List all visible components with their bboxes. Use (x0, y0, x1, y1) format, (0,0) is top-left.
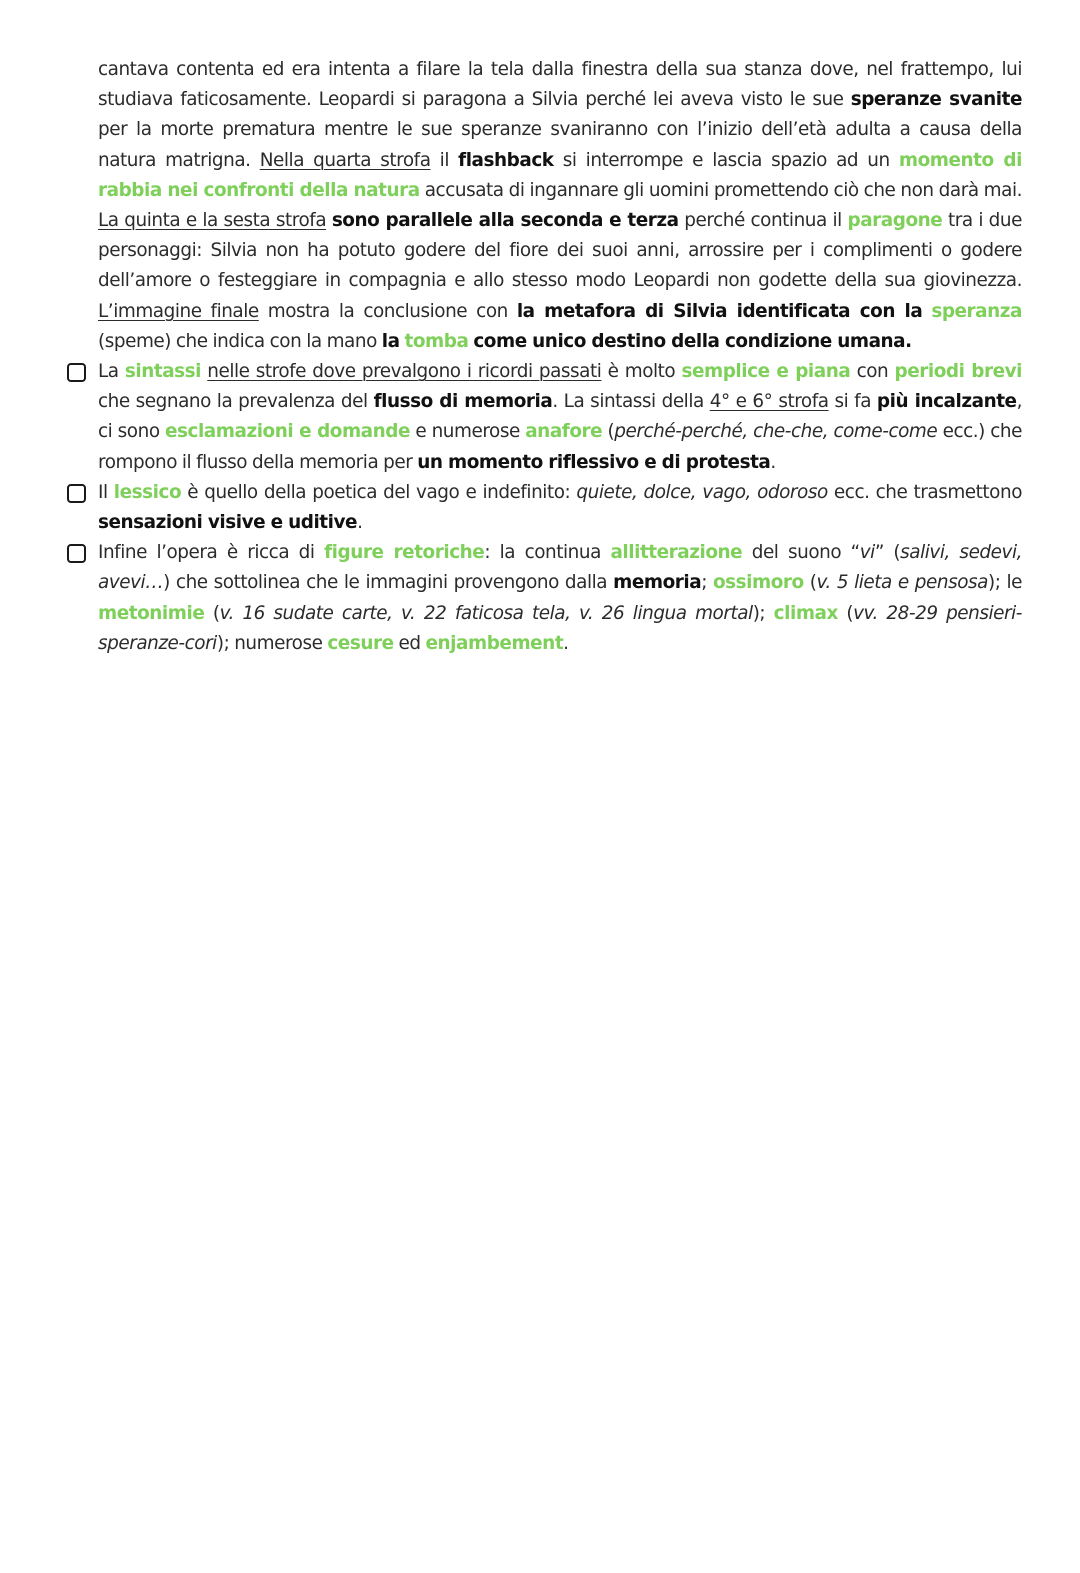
highlight-text: cesure (327, 632, 394, 654)
text-run: per la morte prematura mentre le sue speranze svaniranno con l’inizio dell’età adulta a causa della natura matrigna. (98, 119, 1022, 171)
highlight-text: climax (773, 602, 838, 624)
text-run: ); numerose (216, 632, 328, 654)
highlight-text: esclamazioni e domande (164, 421, 411, 443)
text-run: ecc.) che rompono il flusso della memoria per (98, 421, 1022, 473)
text-run: . (770, 451, 776, 473)
highlight-text: sintassi (124, 361, 202, 383)
text-run: che segnano la prevalenza del (98, 391, 374, 413)
checkbox-icon[interactable] (67, 484, 86, 503)
text-run: è quello della poetica del vago e indefinito: (181, 481, 577, 503)
text-run: La (98, 361, 125, 383)
checklist-item-figure-retoriche (98, 538, 1022, 659)
text-run: tra i due personaggi: Silvia non ha potuto godere del fiore dei suoi anni, arrossire per i complimenti o godere dell’amore o festeggiare in compagnia e allo stesso modo Leopardi non godette della sua giovinezza. (98, 210, 1022, 292)
bold-text: più incalzante (876, 391, 1017, 413)
text-run: (speme) che indica con la mano (98, 330, 382, 352)
text-run: ( (204, 602, 220, 624)
italic-text: vv. 28-29 pensieri-speranze-cori (98, 602, 1022, 654)
text-run: ; (701, 572, 713, 594)
text-run: . (563, 632, 569, 654)
text-run: ed (393, 632, 426, 654)
text-run: Il (98, 481, 114, 503)
text-run: cantava contenta ed era intenta a filare la tela dalla finestra della sua stanza dove, nel frattempo, lui studiava faticosamente. Leopardi si paragona a Silvia perché lei aveva visto le sue (98, 59, 1022, 111)
document-body (98, 55, 1022, 659)
italic-text: v. 5 lieta e pensosa (816, 572, 988, 594)
intro-paragraph (98, 55, 1022, 357)
checkbox-icon[interactable] (67, 363, 86, 382)
bold-text: sensazioni visive e uditive (98, 512, 358, 534)
bold-text: flusso di memoria (373, 391, 553, 413)
highlight-text: metonimie (98, 602, 205, 624)
text-run: ( (837, 602, 854, 624)
text-run: è molto (601, 361, 682, 383)
text-run: ); le (987, 572, 1022, 594)
highlight-text: anafore (525, 421, 603, 443)
text-run: , ci sono (98, 391, 1022, 443)
italic-text: quiete, dolce, vago, odoroso (576, 481, 828, 503)
bold-text: un momento riflessivo e di protesta (417, 451, 771, 473)
highlight-text: enjambement (425, 632, 564, 654)
text-run: si interrompe e lascia spazio ad un (553, 149, 899, 171)
text-run: ” ( (874, 542, 901, 564)
checklist-item-sintassi (98, 357, 1022, 478)
text-run: accusata di ingannare gli uomini promettendo ciò che non darà mai. (419, 179, 1022, 201)
highlight-text: tomba (404, 330, 469, 352)
bold-text: memoria (613, 572, 702, 594)
highlight-text: semplice e piana (681, 361, 851, 383)
checkbox-icon[interactable] (67, 544, 86, 563)
text-run: si fa (828, 391, 877, 413)
bold-text: speranze svanite (850, 89, 1022, 111)
bold-text: sono parallele alla seconda e terza (331, 210, 679, 232)
text-run: del suono “ (742, 542, 860, 564)
highlight-text: paragone (847, 210, 943, 232)
text-run: : la continua (484, 542, 611, 564)
text-run: ( (602, 421, 615, 443)
text-run (922, 301, 931, 322)
highlight-text: periodi brevi (894, 361, 1022, 383)
text-run: . (357, 512, 363, 534)
text-run: Infine l’opera è ricca di (98, 542, 325, 564)
italic-text: salivi, sedevi, avevi… (98, 542, 1023, 594)
text-run: perché continua il (678, 210, 848, 232)
underlined-text: L’immagine finale (98, 300, 259, 322)
highlight-text: speranza (931, 300, 1022, 322)
text-run: e numerose (410, 421, 526, 443)
underlined-text: Nella quarta strofa (259, 149, 431, 171)
italic-text: vi (859, 542, 875, 564)
italic-text: v. 16 sudate carte, v. 22 faticosa tela, v. 26 lingua mortal (219, 602, 753, 624)
text-run: . La sintassi della (552, 391, 710, 413)
text-run: con (850, 361, 895, 383)
highlight-text: momento di rabbia nei confronti della natura (98, 149, 1022, 201)
text-run: ); (752, 602, 774, 624)
highlight-text: lessico (113, 481, 182, 503)
text-run: il (430, 149, 459, 171)
underlined-text: 4° e 6° strofa (709, 391, 829, 413)
bold-text: flashback (458, 149, 554, 171)
highlight-text: allitterazione (610, 542, 743, 564)
text-run: ) che sottolinea che le immagini provengono dalla (163, 572, 614, 594)
text-run: mostra la conclusione con (258, 300, 517, 322)
highlight-text: figure retoriche (324, 542, 485, 564)
text-run: ecc. che trasmettono (827, 481, 1022, 503)
highlight-text: ossimoro (713, 572, 804, 594)
checklist (98, 357, 1022, 659)
bold-text: la metafora di Silvia identificata con la (516, 300, 923, 322)
underlined-text: La quinta e la sesta strofa (98, 210, 327, 232)
checklist-item-lessico (98, 478, 1022, 538)
italic-text: perché-perché, che-che, come-come (614, 421, 938, 443)
text-run: ( (803, 572, 817, 594)
bold-text: come unico destino della condizione umana. (473, 330, 912, 352)
bold-text: la (381, 330, 400, 352)
underlined-text: nelle strofe dove prevalgono i ricordi passati (207, 361, 602, 383)
